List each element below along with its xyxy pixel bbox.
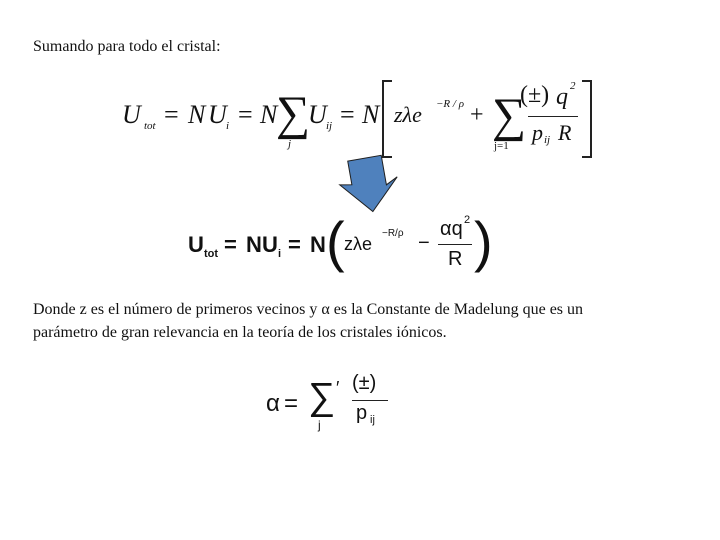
- eq1-equals-3: =: [340, 100, 355, 129]
- eq2-U: U: [188, 232, 204, 257]
- eq2-Ui: U: [262, 232, 278, 257]
- eq2-alpha-q: αq: [440, 218, 463, 240]
- eq1-plus-minus: (±): [520, 82, 550, 108]
- eq1-N-3: N: [362, 100, 380, 129]
- description-paragraph: [33, 298, 693, 344]
- eq1-sum-index-2: j=1: [494, 140, 509, 152]
- description-line-2: parámetro de gran relevancia en la teoría de los cristales iónicos.: [33, 324, 447, 341]
- eq1-sum-index: j: [288, 138, 292, 150]
- equation-madelung-constant: [264, 370, 404, 440]
- eq1-q: q: [556, 84, 568, 110]
- eq2-zlambda-e: zλe: [344, 234, 373, 254]
- eq3-p: p: [356, 402, 368, 424]
- eq1-right-bracket: [582, 80, 592, 158]
- eq3-fraction-line: [352, 400, 388, 401]
- eq1-R: R: [558, 120, 572, 145]
- eq1-N-2: N: [260, 100, 278, 129]
- down-arrow-shape: [336, 153, 402, 216]
- eq2-i: i: [278, 248, 282, 260]
- eq1-sum-symbol-2: ∑: [492, 89, 527, 142]
- intro-text: Sumando para todo el cristal:: [33, 38, 221, 55]
- eq1-equals: =: [164, 100, 179, 129]
- eq2-exponent: −R/ρ: [382, 228, 404, 239]
- eq1-p-index: ij: [544, 134, 551, 146]
- eq1-plus: +: [470, 102, 484, 128]
- eq3-sum-index: j: [318, 418, 321, 432]
- eq2-right-paren: ): [474, 210, 493, 273]
- eq1-tot: tot: [144, 120, 156, 132]
- eq1-p: p: [532, 120, 543, 145]
- eq2-N: N: [246, 232, 262, 257]
- eq1-exponent: −R / ρ: [436, 98, 464, 110]
- eq1-i: i: [226, 120, 230, 132]
- eq2-tot: tot: [204, 248, 219, 260]
- eq1-N: N: [188, 100, 206, 129]
- eq2-equals-2: =: [288, 232, 301, 257]
- eq2-q-exponent: 2: [464, 214, 471, 226]
- eq3-equals: =: [284, 390, 299, 417]
- eq1-U: U: [122, 100, 141, 129]
- eq3-prime: ′: [336, 378, 340, 398]
- eq2-equals: =: [224, 232, 237, 257]
- eq2-fraction-line: [438, 244, 472, 245]
- eq1-q-exponent: 2: [570, 80, 576, 92]
- eq1-sum-symbol: ∑: [276, 87, 311, 140]
- eq1-Uij: U: [308, 100, 327, 129]
- equation-total-energy-sum: [120, 78, 600, 158]
- eq2-minus: −: [418, 232, 430, 254]
- eq2-R: R: [448, 248, 463, 270]
- eq3-alpha: α: [266, 390, 280, 417]
- equation-total-energy-simplified: [186, 210, 496, 278]
- description-line-1: Donde z es el número de primeros vecinos y α es la Constante de Madelung que es un: [33, 301, 584, 318]
- eq1-fraction-line: [528, 116, 578, 117]
- eq3-sum-symbol: ∑: [308, 376, 336, 418]
- eq1-ij: ij: [326, 120, 333, 132]
- eq1-left-bracket: [382, 80, 392, 158]
- eq2-N-2: N: [310, 232, 326, 257]
- eq1-zlambda-e: zλe: [394, 102, 422, 127]
- eq1-equals-2: =: [238, 100, 253, 129]
- eq1-Ui: U: [208, 100, 227, 129]
- eq3-ij: ij: [370, 414, 375, 426]
- eq3-plus-minus: (±): [352, 372, 377, 394]
- eq2-left-paren: (: [326, 210, 345, 273]
